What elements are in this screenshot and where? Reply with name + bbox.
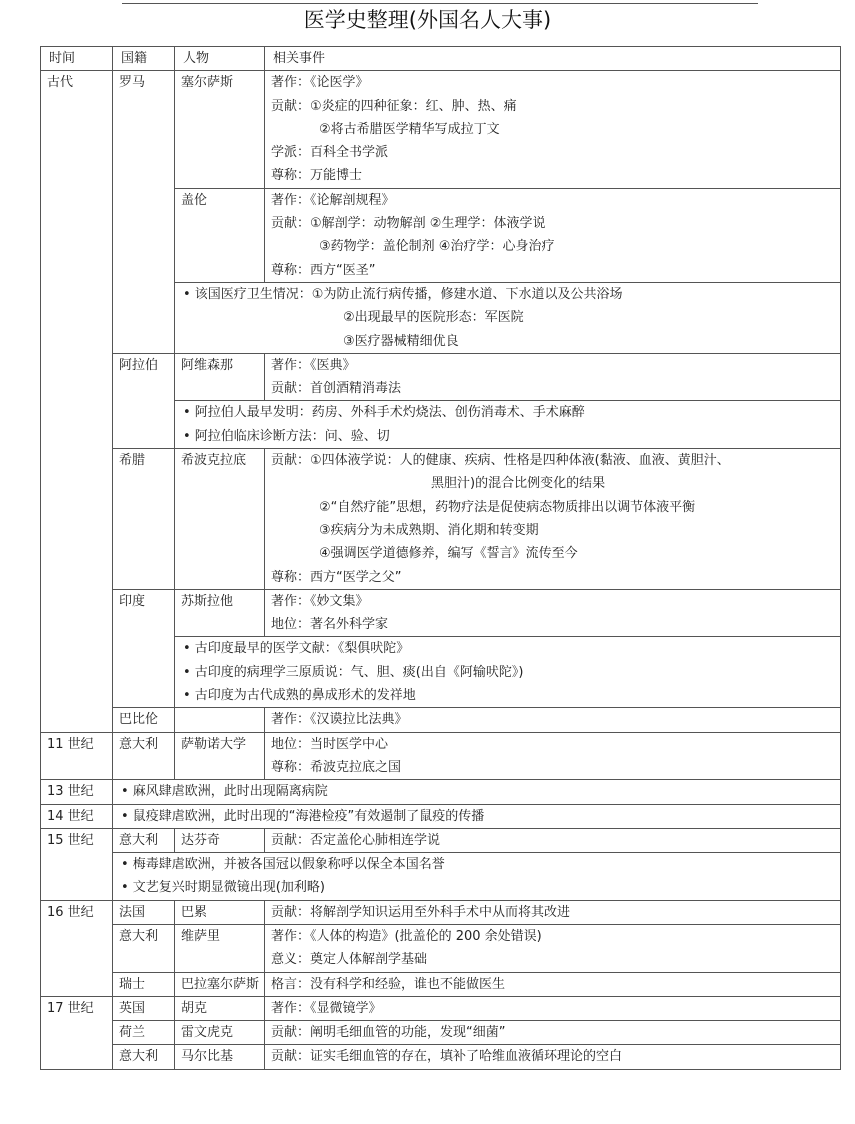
history-table xyxy=(40,46,841,1070)
nation-cell: 意大利 xyxy=(113,1045,175,1069)
event-line: ④强调医学道德修养，编写《誓言》流传至今 xyxy=(319,546,578,562)
event-line: ②将古希腊医学精华写成拉丁文 xyxy=(319,121,500,137)
nation-cell: 意大利 xyxy=(113,828,175,852)
event-line: 贡献：证实毛细血管的存在，填补了哈维血液循环理论的空白 xyxy=(271,1049,623,1065)
event-line: 著作：《汉谟拉比法典》 xyxy=(271,712,408,728)
time-cell: 17 世纪 xyxy=(41,996,113,1069)
event-line: 著作：《论解剖规程》 xyxy=(271,192,395,208)
person-cell: 维萨里 xyxy=(175,924,265,972)
person-cell xyxy=(175,708,265,732)
person-cell: 胡克 xyxy=(175,996,265,1020)
events-cell xyxy=(265,732,841,780)
person-cell: 盖伦 xyxy=(175,188,265,282)
header-events: 相关事件 xyxy=(265,47,841,71)
table-row xyxy=(41,449,841,590)
event-line: 格言：没有科学和经验，谁也不能做医生 xyxy=(271,976,506,992)
nation-cell: 法国 xyxy=(113,900,175,924)
event-line: 贡献：①解剖学：动物解剖 ②生理学：体液学说 xyxy=(271,216,546,232)
notes-cell xyxy=(113,804,841,828)
event-line: ②“自然疗能”思想，药物疗法是促使病态物质排出以调节体液平衡 xyxy=(319,499,696,515)
nation-cell: 意大利 xyxy=(113,924,175,972)
person-cell: 雷文虎克 xyxy=(175,1021,265,1045)
events-cell xyxy=(265,1045,841,1069)
events-cell xyxy=(265,1021,841,1045)
nation-cell: 意大利 xyxy=(113,732,175,780)
table-row xyxy=(41,804,841,828)
event-line: 贡献：否定盖伦心肺相连学说 xyxy=(271,832,441,848)
event-line: 学派：百科全书学派 xyxy=(271,145,389,161)
notes-cell xyxy=(113,853,841,901)
event-line: ③药物学：盖伦制剂 ④治疗学：心身治疗 xyxy=(319,239,555,255)
table-row xyxy=(41,828,841,852)
event-line: 贡献：首创酒精消毒法 xyxy=(271,381,402,397)
table-row xyxy=(41,589,841,637)
table-row xyxy=(41,732,841,780)
event-line: 尊称：西方“医学之父” xyxy=(271,569,402,585)
table-row xyxy=(41,708,841,732)
time-cell: 13 世纪 xyxy=(41,780,113,804)
nation-cell: 阿拉伯 xyxy=(113,353,175,448)
table-row xyxy=(41,71,841,188)
event-line: 地位：当时医学中心 xyxy=(271,736,389,752)
event-line: • 梅毒肆虐欧洲，并被各国冠以假象称呼以保全本国名誉 xyxy=(121,857,445,873)
notes-cell xyxy=(113,780,841,804)
event-line: • 文艺复兴时期显微镜出现(加利略) xyxy=(121,880,325,896)
table-row xyxy=(41,1021,841,1045)
time-cell: 16 世纪 xyxy=(41,900,113,996)
header-time: 时间 xyxy=(41,47,113,71)
event-line: 地位：著名外科学家 xyxy=(271,617,389,633)
event-line: 尊称：西方“医圣” xyxy=(271,262,376,278)
event-line: ③疾病分为未成熟期、消化期和转变期 xyxy=(319,522,539,538)
event-line: 著作：《人体的构造》(批盖伦的 200 余处错误) xyxy=(271,928,542,944)
events-cell xyxy=(265,188,841,282)
nation-cell: 罗马 xyxy=(113,71,175,354)
table-row xyxy=(41,353,841,401)
events-cell xyxy=(265,900,841,924)
time-cell: 11 世纪 xyxy=(41,732,113,780)
time-cell: 15 世纪 xyxy=(41,828,113,900)
person-cell: 阿维森那 xyxy=(175,353,265,401)
events-cell xyxy=(265,589,841,637)
event-line: 尊称：万能博士 xyxy=(271,168,363,184)
events-cell xyxy=(265,708,841,732)
event-line: 贡献：阐明毛细血管的功能，发现“细菌” xyxy=(271,1025,506,1041)
person-cell: 萨勒诺大学 xyxy=(175,732,265,780)
event-line: 贡献：①炎症的四种征象：红、肿、热、痛 xyxy=(271,98,517,114)
nation-cell: 印度 xyxy=(113,589,175,707)
header-person: 人物 xyxy=(175,47,265,71)
event-line: 尊称：希波克拉底之国 xyxy=(271,759,402,775)
person-cell: 塞尔萨斯 xyxy=(175,71,265,188)
nation-cell: 瑞士 xyxy=(113,972,175,996)
event-line: • 古印度的病理学三原质说：气、胆、痰(出自《阿输吠陀》) xyxy=(183,664,524,680)
table-row xyxy=(41,972,841,996)
event-line: • 古印度为古代成熟的鼻成形术的发祥地 xyxy=(183,688,416,704)
event-line: 著作：《论医学》 xyxy=(271,75,369,91)
event-line: • 阿拉伯临床诊断方法：问、验、切 xyxy=(183,428,390,444)
event-line: ②出现最早的医院形态：军医院 xyxy=(343,310,524,326)
table-body xyxy=(41,71,841,1069)
nation-cell: 英国 xyxy=(113,996,175,1020)
event-line: 黑胆汁)的混合比例变化的结果 xyxy=(431,476,606,492)
event-line: ③医疗器械精细优良 xyxy=(343,333,459,349)
event-line: • 麻风肆虐欧洲，此时出现隔离病院 xyxy=(121,784,328,800)
notes-cell xyxy=(175,637,841,708)
table-row xyxy=(41,853,841,901)
table-row xyxy=(41,780,841,804)
events-cell xyxy=(265,353,841,401)
time-cell: 古代 xyxy=(41,71,113,732)
person-cell: 希波克拉底 xyxy=(175,449,265,590)
person-cell: 马尔比基 xyxy=(175,1045,265,1069)
table-row xyxy=(41,1045,841,1069)
person-cell: 巴拉塞尔萨斯 xyxy=(175,972,265,996)
person-cell: 巴累 xyxy=(175,900,265,924)
events-cell xyxy=(265,996,841,1020)
event-line: 著作：《妙文集》 xyxy=(271,593,369,609)
events-cell xyxy=(265,71,841,188)
table-row xyxy=(41,996,841,1020)
event-line: • 古印度最早的医学文献：《梨俱吠陀》 xyxy=(183,641,410,657)
event-line: • 鼠疫肆虐欧洲，此时出现的“海港检疫”有效遏制了鼠疫的传播 xyxy=(121,808,485,824)
nation-cell: 巴比伦 xyxy=(113,708,175,732)
page-title: 医学史整理(外国名人大事) xyxy=(303,8,552,32)
event-line: 意义：奠定人体解剖学基础 xyxy=(271,952,428,968)
events-cell xyxy=(265,828,841,852)
header-row xyxy=(41,47,841,71)
events-cell xyxy=(265,449,841,590)
table-row xyxy=(41,900,841,924)
time-cell: 14 世纪 xyxy=(41,804,113,828)
notes-cell xyxy=(175,401,841,449)
person-cell: 达芬奇 xyxy=(175,828,265,852)
event-line: 贡献：①四体液学说：人的健康、疾病、性格是四种体液(黏液、血液、黄胆汁、 xyxy=(271,453,730,469)
event-line: 著作：《医典》 xyxy=(271,357,356,373)
header-nation: 国籍 xyxy=(113,47,175,71)
nation-cell: 希腊 xyxy=(113,449,175,590)
event-line: 著作：《显微镜学》 xyxy=(271,1000,382,1016)
events-cell xyxy=(265,924,841,972)
notes-cell xyxy=(175,282,841,353)
event-line: • 阿拉伯人最早发明：药房、外科手术灼烧法、创伤消毒术、手术麻醉 xyxy=(183,405,585,421)
nation-cell: 荷兰 xyxy=(113,1021,175,1045)
person-cell: 苏斯拉他 xyxy=(175,589,265,637)
event-line: • 该国医疗卫生情况：①为防止流行病传播，修建水道、下水道以及公共浴场 xyxy=(183,286,623,302)
event-line: 贡献：将解剖学知识运用至外科手术中从而将其改进 xyxy=(271,904,571,920)
events-cell xyxy=(265,972,841,996)
top-rule xyxy=(122,3,758,4)
table-row xyxy=(41,924,841,972)
